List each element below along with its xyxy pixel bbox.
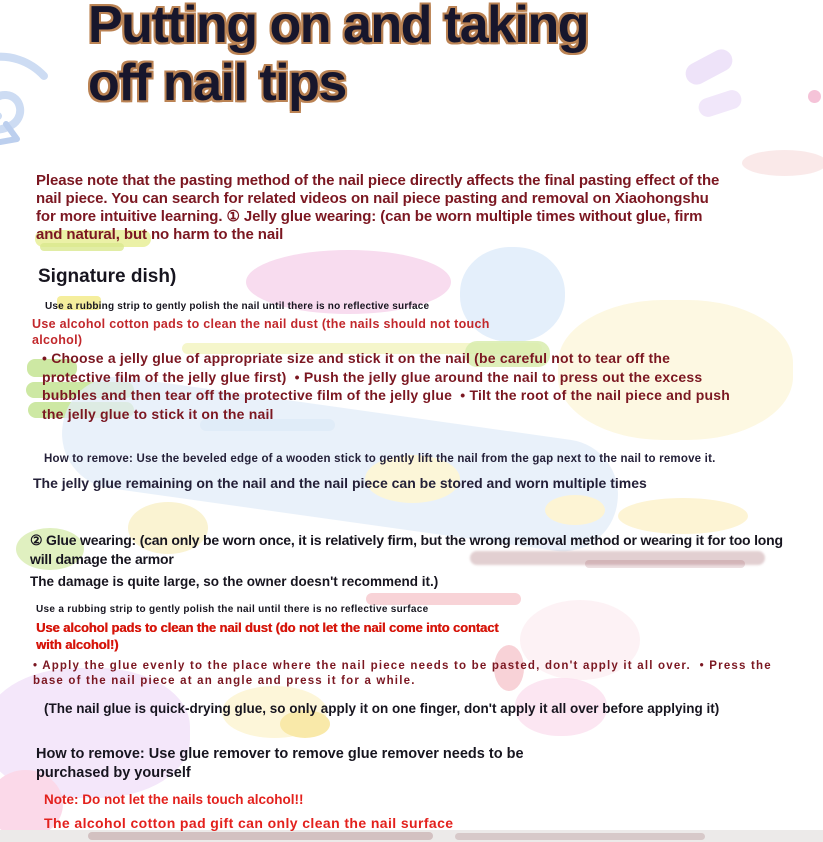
page-title-line-2: off nail tips [88,54,346,112]
pink-smear-shape [742,150,823,176]
jelly-removal-note: How to remove: Use the beveled edge of a wooden stick to gently lift the nail from the gap next to the nail to remove it. [44,453,716,465]
intro-paragraph: Please note that the pasting method of the nail piece directly affects the final pasting effect of the nail piece. You can search for related videos on nail piece pasting and removal on Xiaohongshu for more intuitive learning. ① Jelly glue wearing: (can be worn multiple times without glue, firm and natural, but no harm to the nail [36,172,724,243]
lavender-pill-shape [696,88,744,120]
highlight-mark [40,243,124,251]
curved-arrow-doodle-icon [0,48,59,148]
jelly-step-polish: Use a rubbing strip to gently polish the nail until there is no reflective surface [45,301,430,312]
maroon-smear-shape [88,832,433,840]
glue-steps-apply: • Apply the glue evenly to the place where the nail piece needs to be pasted, don't apply it all over. • Press the base of the nail piece at an angle and press it for a while. [33,660,777,687]
maroon-smear-shape [455,833,705,840]
footer-note-cotton-pad: The alcohol cotton pad gift can only clean the nail surface [44,815,454,831]
jelly-reuse-note: The jelly glue remaining on the nail and the nail piece can be stored and worn multiple times [33,475,647,491]
footer-note-alcohol: Note: Do not let the nails touch alcohol!! [44,792,304,807]
yellow-blob-shape [545,495,605,525]
jelly-section-heading: Signature dish) [38,266,177,287]
yellow-blob-shape [618,498,748,534]
glue-step-clean: Use alcohol pads to clean the nail dust (do not let the nail come into contact with alcohol!) [36,620,502,652]
glue-section-heading-2: The damage is quite large, so the owner doesn't recommend it.) [30,574,439,589]
pink-dot-shape [808,90,821,103]
glue-section-heading: ② Glue wearing: (can only be worn once, it is relatively firm, but the wrong removal method or wearing it for too long will damage the armor [30,532,787,567]
lavender-pill-shape [682,46,736,89]
jelly-steps-apply: • Choose a jelly glue of appropriate size and stick it on the nail (be careful not to tear off the protective film of the jelly glue first) • Push the jelly glue around the nail to press out the excess bubbles and then tear off the protective film of the jelly glue • Tilt the root of the nail piece and push the jelly glue to stick it on the nail [42,350,735,422]
page-title-line-1: Putting on and taking [88,0,589,54]
glue-removal-note: How to remove: Use glue remover to remove glue remover needs to be purchased by yourself [36,746,528,781]
jelly-step-clean: Use alcohol cotton pads to clean the nail dust (the nails should not touch alcohol) [32,317,494,347]
glue-step-polish: Use a rubbing strip to gently polish the nail until there is no reflective surface [36,604,429,615]
glue-warning: (The nail glue is quick-drying glue, so only apply it on one finger, don't apply it all over before applying it) [44,701,720,716]
